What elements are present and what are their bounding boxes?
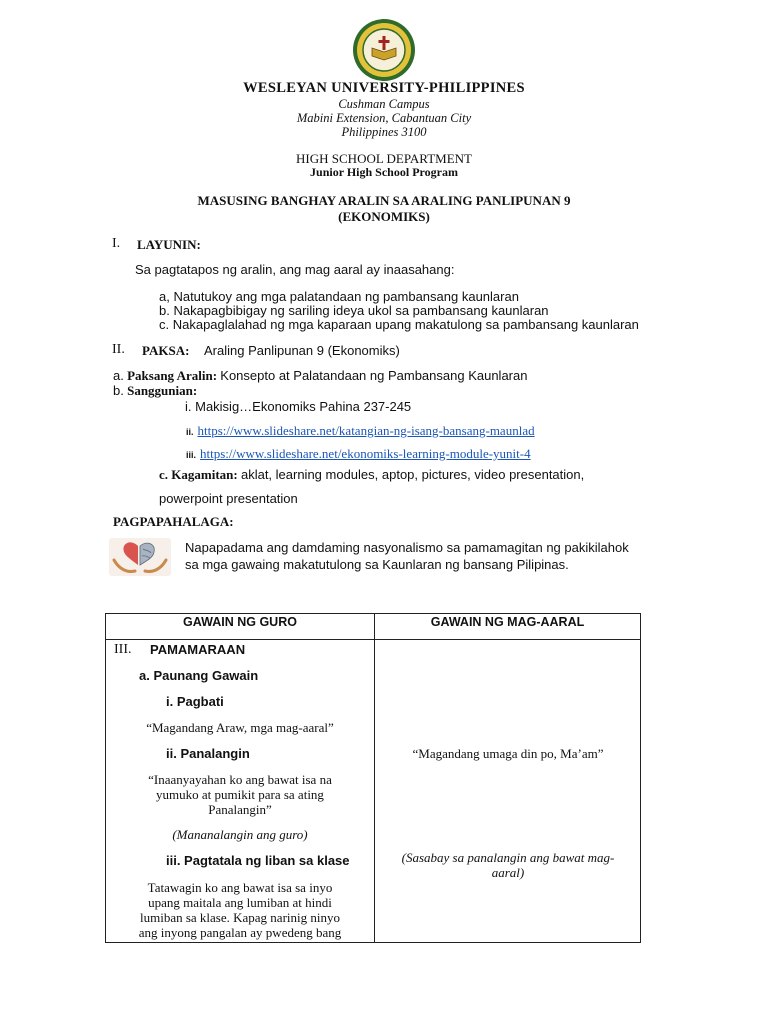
- reference-2-num: ii.: [186, 427, 194, 437]
- paksa-heading: PAKSA:: [142, 343, 190, 358]
- program-name: Junior High School Program: [310, 165, 458, 179]
- section-numeral-3: III.: [114, 642, 132, 657]
- column-header-guro: GAWAIN NG GURO: [106, 614, 375, 640]
- campus-country: Philippines 3100: [341, 125, 427, 139]
- pagpapahalaga-heading: PAGPAPAHALAGA:: [113, 514, 234, 529]
- sanggunian: [113, 383, 197, 399]
- layunin-intro: Sa pagtatapos ng aralin, ang mag aaral ay inaasahang:: [135, 262, 455, 277]
- section-numeral-2: II.: [112, 342, 125, 357]
- reference-3-link[interactable]: https://www.slideshare.net/ekonomiks-learning-module-yunit-4: [200, 446, 531, 461]
- kagamitan: [159, 467, 584, 483]
- kagamitan-value: aklat, learning modules, aptop, pictures, video presentation,: [240, 467, 585, 482]
- student-activities-cell: [375, 640, 641, 943]
- teacher-greeting: “Magandang Araw, mga mag-aaral”: [146, 720, 334, 735]
- pagpapahalaga-line-2: sa mga gawaing makatutulong sa Kaunlaran ng bansang Pilipinas.: [185, 557, 569, 572]
- kagamitan-label: c. Kagamitan:: [159, 467, 238, 482]
- university-name: WESLEYAN UNIVERSITY-PHILIPPINES: [243, 80, 525, 96]
- campus-street: Mabini Extension, Cabantuan City: [296, 111, 472, 125]
- paksang-prefix: a.: [113, 368, 124, 383]
- paksang-aralin: [113, 368, 527, 384]
- paksang-value: Konsepto at Palatandaan ng Pambansang Kaunlaran: [220, 368, 528, 383]
- objective-b: b. Nakapagbibigay ng sariling ideya ukol sa pambansang kaunlaran: [159, 303, 549, 318]
- student-prayer-line-2: aaral): [491, 865, 525, 880]
- paunang-gawain: a. Paunang Gawain: [139, 668, 259, 683]
- attendance-line-1: Tatawagin ko ang bawat isa sa inyo: [147, 880, 333, 895]
- department-name: HIGH SCHOOL DEPARTMENT: [296, 151, 472, 166]
- objective-a: a, Natutukoy ang mga palatandaan ng pambansang kaunlaran: [159, 289, 519, 304]
- reference-3-num: iii.: [186, 450, 197, 460]
- reference-3: [186, 445, 531, 463]
- section-numeral-1: I.: [112, 236, 121, 251]
- teacher-prays-note: (Mananalangin ang guro): [172, 827, 308, 842]
- campus-name: Cushman Campus: [338, 97, 430, 111]
- sanggunian-label: Sanggunian:: [127, 383, 198, 398]
- objective-c: c. Nakapaglalahad ng mga kaparaan upang makatulong sa pambansang kaunlaran: [159, 317, 639, 332]
- document-subtitle: (EKONOMIKS): [338, 209, 430, 224]
- document-title: MASUSING BANGHAY ARALIN SA ARALING PANLIPUNAN 9: [197, 193, 571, 208]
- prayer-invite-line-2: yumuko at pumikit para sa ating: [156, 787, 324, 802]
- pagbati-heading: i. Pagbati: [166, 694, 224, 709]
- paksang-label: Paksang Aralin:: [127, 368, 218, 383]
- panalangin-heading: ii. Panalangin: [166, 746, 250, 761]
- university-seal: [352, 18, 416, 82]
- layunin-heading: LAYUNIN:: [137, 237, 201, 252]
- attendance-line-3: lumiban sa klase. Kapag narinig ninyo: [139, 910, 340, 925]
- reference-2: [186, 422, 535, 440]
- prayer-invite-line-1: “Inaanyayahan ko ang bawat isa na: [148, 772, 332, 787]
- attendance-heading: iii. Pagtatala ng liban sa klase: [166, 853, 350, 868]
- attendance-line-4: ang inyong pangalan ay pwedeng bang: [138, 925, 342, 940]
- reference-2-link[interactable]: https://www.slideshare.net/katangian-ng-isang-bansang-maunlad: [197, 423, 535, 438]
- activities-table: [105, 613, 641, 943]
- paksa-value: Araling Panlipunan 9 (Ekonomiks): [204, 343, 400, 358]
- reference-1: i. Makisig…Ekonomiks Pahina 237-245: [185, 399, 412, 414]
- student-reply: “Magandang umaga din po, Ma’am”: [412, 746, 604, 761]
- teacher-activities-cell: [106, 640, 375, 943]
- kagamitan-value-2: powerpoint presentation: [159, 491, 298, 506]
- prayer-invite-line-3: Panalangin”: [208, 802, 272, 817]
- student-prayer-line-1: (Sasabay sa panalangin ang bawat mag-: [401, 850, 615, 865]
- sanggunian-prefix: b.: [113, 383, 124, 398]
- column-header-mag-aaral: GAWAIN NG MAG-AARAL: [375, 614, 641, 640]
- pamamaraan-heading: PAMAMARAAN: [150, 642, 246, 657]
- pagpapahalaga-line-1: Napapadama ang damdaming nasyonalismo sa pamamagitan ng pakikilahok: [185, 540, 629, 555]
- attendance-line-2: upang maitala ang lumiban at hindi: [148, 895, 332, 910]
- heart-brain-icon: [109, 538, 171, 576]
